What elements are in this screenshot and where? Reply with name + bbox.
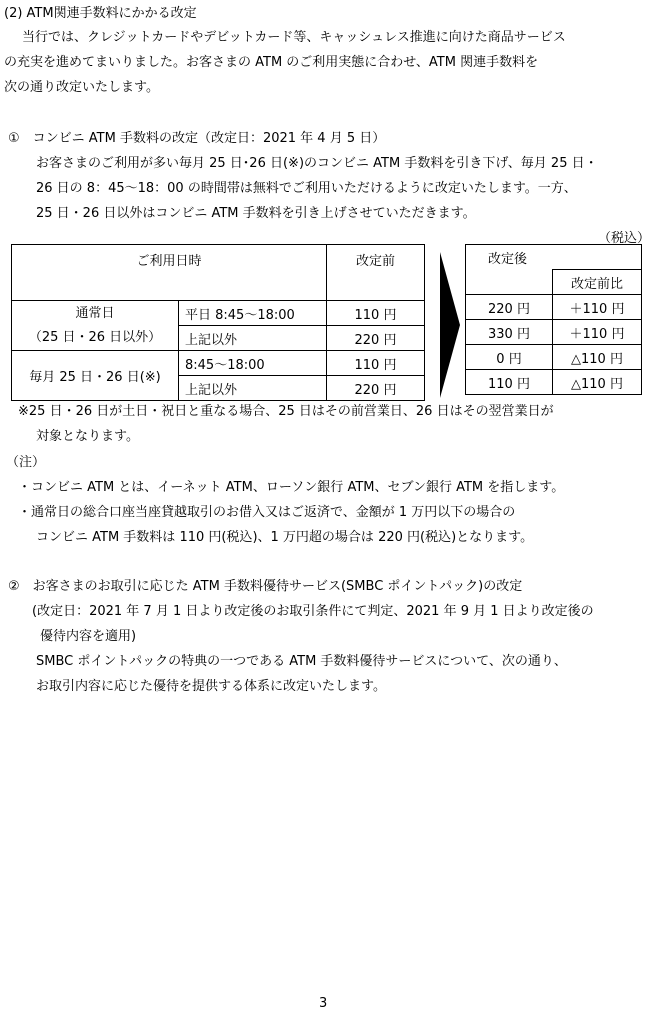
item1-body-line-3: 25 日・26 日以外はコンビニ ATM 手数料を引き上げさせていただきます。: [36, 206, 476, 221]
table-cell-diff: △110 円: [553, 345, 642, 370]
item2-body-line-4: お取引内容に応じた優待を提供する体系に改定いたします。: [36, 679, 386, 694]
header-after: 改定後: [466, 245, 642, 270]
intro-line-1: 当行では、クレジットカードやデビットカード等、キャッシュレス推進に向けた商品サービス: [22, 30, 566, 45]
table-cell-after: 220 円: [466, 295, 553, 320]
note-line-3: コンビニ ATM 手数料は 110 円(税込)、1 万円超の場合は 220 円(税込)となります。: [36, 530, 534, 545]
fee-table-after: [465, 244, 642, 395]
header-diff: 改定前比: [553, 270, 642, 295]
table-cell-before: 110 円: [327, 301, 425, 326]
item1-body-line-1: お客さまのご利用が多い毎月 25 日･26 日(※)のコンビニ ATM 手数料を引き下げ、毎月 25 日・: [36, 156, 598, 171]
note-label: （注）: [6, 455, 46, 470]
table-cell-time: 平日 8:45～18:00: [179, 301, 327, 326]
fee-table-before: [11, 244, 425, 401]
item1-heading: ① コンビニ ATM 手数料の改定（改定日：2021 年 4 月 5 日）: [8, 131, 386, 146]
table-cell-time: 8:45～18:00: [179, 351, 327, 376]
intro-line-3: 次の通り改定いたします。: [4, 80, 159, 95]
table-cell-before: 220 円: [327, 326, 425, 351]
tax-note: （税込）: [598, 231, 651, 246]
item2-body-line-1: (改定日：2021 年 7 月 1 日より改定後のお取引条件にて判定、2021 年 9 月 1 日より改定後の: [32, 604, 594, 619]
group-25-26-day: 毎月 25 日・26 日(※): [12, 351, 179, 401]
item2-heading: ② お客さまのお取引に応じた ATM 手数料優待サービス(SMBC ポイントパック)の改定: [8, 579, 523, 594]
item2-body-line-3: SMBC ポイントパックの特典の一つである ATM 手数料優待サービスについて、次の通り、: [36, 654, 567, 669]
table-cell-after: 110 円: [466, 370, 553, 395]
header-after-blank: [466, 270, 553, 295]
arrow-icon: [440, 252, 460, 398]
footnote-line-1: ※25 日・26 日が土日・祝日と重なる場合、25 日はその前営業日、26 日はその翌営業日が: [18, 404, 554, 419]
group-normal-day-label: 通常日: [75, 305, 115, 321]
note-line-1: ・コンビニ ATM とは、イーネット ATM、ローソン銀行 ATM、セブン銀行 ATM を指します。: [18, 480, 565, 495]
table-cell-time: 上記以外: [179, 376, 327, 401]
table-cell-time: 上記以外: [179, 326, 327, 351]
table-cell-after: 330 円: [466, 320, 553, 345]
item1-body-line-2: 26 日の 8：45～18：00 の時間帯は無料でご利用いただけるように改定いたします。一方、: [36, 181, 577, 196]
table-cell-diff: ＋110 円: [553, 320, 642, 345]
page-number: 3: [319, 996, 328, 1011]
table-cell-before: 220 円: [327, 376, 425, 401]
header-datetime: ご利用日時: [12, 245, 327, 301]
section-heading: (2) ATM関連手数料にかかる改定: [4, 6, 197, 21]
table-cell-before: 110 円: [327, 351, 425, 376]
footnote-line-2: 対象となります。: [36, 429, 139, 444]
group-normal-day-sub: （25 日・26 日以外）: [28, 329, 162, 345]
note-line-2: ・通常日の総合口座当座貸越取引のお借入又はご返済で、金額が 1 万円以下の場合の: [18, 505, 516, 520]
table-cell-after: 0 円: [466, 345, 553, 370]
intro-line-2: の充実を進めてまいりました。お客さまの ATM のご利用実態に合わせ、ATM 関連手数料を: [4, 55, 539, 70]
item2-body-line-2: 優待内容を適用): [40, 629, 137, 644]
header-before: 改定前: [327, 245, 425, 301]
table-cell-diff: ＋110 円: [553, 295, 642, 320]
table-cell-diff: △110 円: [553, 370, 642, 395]
group-normal-day: [12, 301, 179, 351]
